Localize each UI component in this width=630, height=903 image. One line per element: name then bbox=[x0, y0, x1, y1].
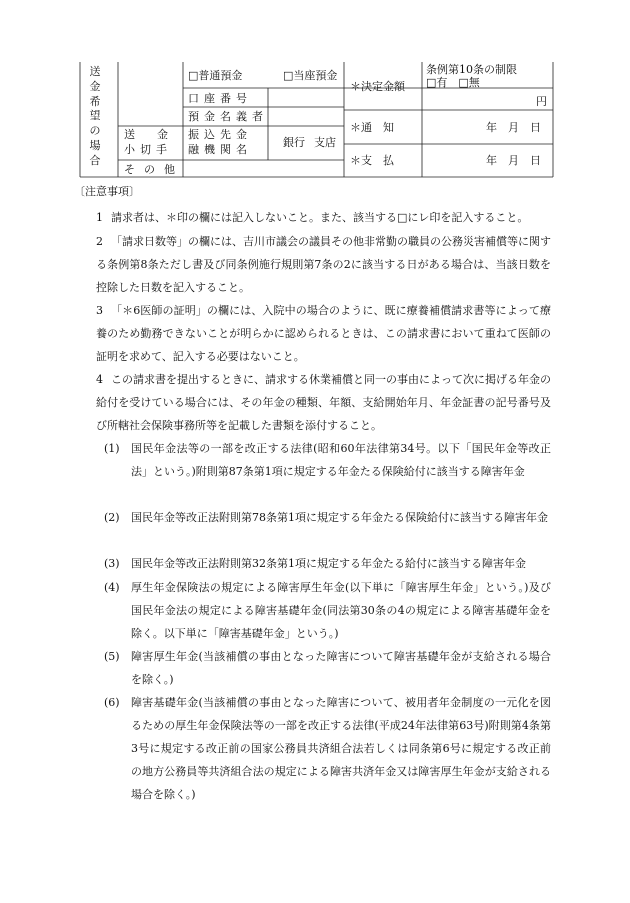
note-item: 請求者は、＊印の欄には記入しないこと。また、該当する□にレ印を記入すること。 bbox=[111, 211, 529, 224]
remittance-section-label: 送金希望の場合 bbox=[89, 65, 101, 167]
subitem-text: 厚生年金保険法の規定による障害厚生年金(以下単に「障害厚生年金」という。)及び国民年金法の規定による障害基礎年金(同法第30条の4の規定による障害基礎年金を除く。以下単に「障害基礎年金」という。) bbox=[131, 581, 551, 640]
branch-label: 支店 bbox=[314, 136, 336, 149]
subitem-number: (5) bbox=[104, 650, 120, 663]
futsu-checkbox-label[interactable]: □普通預金 bbox=[188, 69, 243, 82]
subitem-number: (1) bbox=[104, 442, 120, 455]
subitem-number: (6) bbox=[104, 696, 120, 709]
note-number: 3 bbox=[96, 304, 103, 317]
sonota-label: その他 bbox=[124, 163, 184, 176]
shiharai-label: ＊支 払 bbox=[350, 154, 394, 167]
yen-unit: 円 bbox=[536, 95, 547, 108]
note-item: 「＊6医師の証明」の欄には、入院中の場合のように、既に療養補償請求書等によって療養のため勤務できないことが明らかに認められるときは、この請求書において重ねて医師の証明を求めて、記入する必要はないこと。 bbox=[96, 304, 551, 363]
note-item: この請求書を提出するときに、請求する休業補償と同一の事由によって次に掲げる年金の給付を受けている場合には、その年金の種類、年額、支給開始年月、年金証書の記号番号及び所轄社会保険事務所等を記載した書類を添付すること。 bbox=[96, 373, 551, 432]
subitem-number: (3) bbox=[104, 557, 120, 570]
jorei-limit-options[interactable]: □有 □無 bbox=[426, 76, 480, 89]
note-number: 2 bbox=[96, 235, 103, 248]
transfer-bank-label-1: 振込先金 bbox=[188, 128, 252, 141]
transfer-bank-label-2: 融機関名 bbox=[188, 143, 252, 156]
notes-heading: 〔注意事項〕 bbox=[74, 185, 140, 198]
subitem-text: 国民年金等改正法附則第32条第1項に規定する年金たる給付に該当する障害年金 bbox=[131, 557, 526, 570]
sokin-label: 送 金 bbox=[124, 128, 168, 141]
note-number: 4 bbox=[96, 373, 103, 386]
note-item: 「請求日数等」の欄には、吉川市議会の議員その他非常勤の職員の公務災害補償等に関する条例第8条ただし書及び同条例施行規則第7条の2に該当する日がある場合は、当該日数を控除した日数を記入すること。 bbox=[96, 235, 551, 294]
tsuchi-date: 年 月 日 bbox=[486, 121, 541, 134]
subitem-text: 障害厚生年金(当該補償の事由となった障害について障害基礎年金が支給される場合を除く。) bbox=[131, 650, 551, 686]
account-number-label: 口座番号 bbox=[188, 92, 252, 105]
subitem-number: (4) bbox=[104, 581, 120, 594]
bank-label: 銀行 bbox=[283, 136, 305, 149]
touza-checkbox-label[interactable]: □当座預金 bbox=[283, 69, 338, 82]
subitem-text: 国民年金法等の一部を改正する法律(昭和60年法律第34号。以下「国民年金等改正法」という。)附則第87条第1項に規定する年金たる保険給付に該当する障害年金 bbox=[131, 442, 551, 478]
subitem-number: (2) bbox=[104, 511, 120, 524]
remittance-form-table bbox=[0, 0, 630, 180]
account-holder-label: 預金名義者 bbox=[188, 110, 268, 123]
tsuchi-label: ＊通 知 bbox=[350, 121, 394, 134]
subitem-text: 障害基礎年金(当該補償の事由となった障害について、被用者年金制度の一元化を図るための厚生年金保険法等の一部を改正する法律(平成24年法律第63号)附則第4条第3号に規定する改正前の国家公務員共済組合法若しくは同条第6号に規定する改正前の地方公務員等共済組合法の規定による障害共済年金又は障害厚生年金が支給される場合を除く。) bbox=[131, 696, 551, 801]
kettei-kingaku-label: ＊決定金額 bbox=[350, 80, 405, 93]
subitem-text: 国民年金等改正法附則第78条第1項に規定する年金たる保険給付に該当する障害年金 bbox=[131, 511, 548, 524]
shiharai-date: 年 月 日 bbox=[486, 154, 541, 167]
note-number: 1 bbox=[96, 211, 103, 224]
jorei-limit-label: 条例第10条の制限 bbox=[426, 63, 517, 76]
kogitte-label: 小切手 bbox=[124, 143, 172, 156]
